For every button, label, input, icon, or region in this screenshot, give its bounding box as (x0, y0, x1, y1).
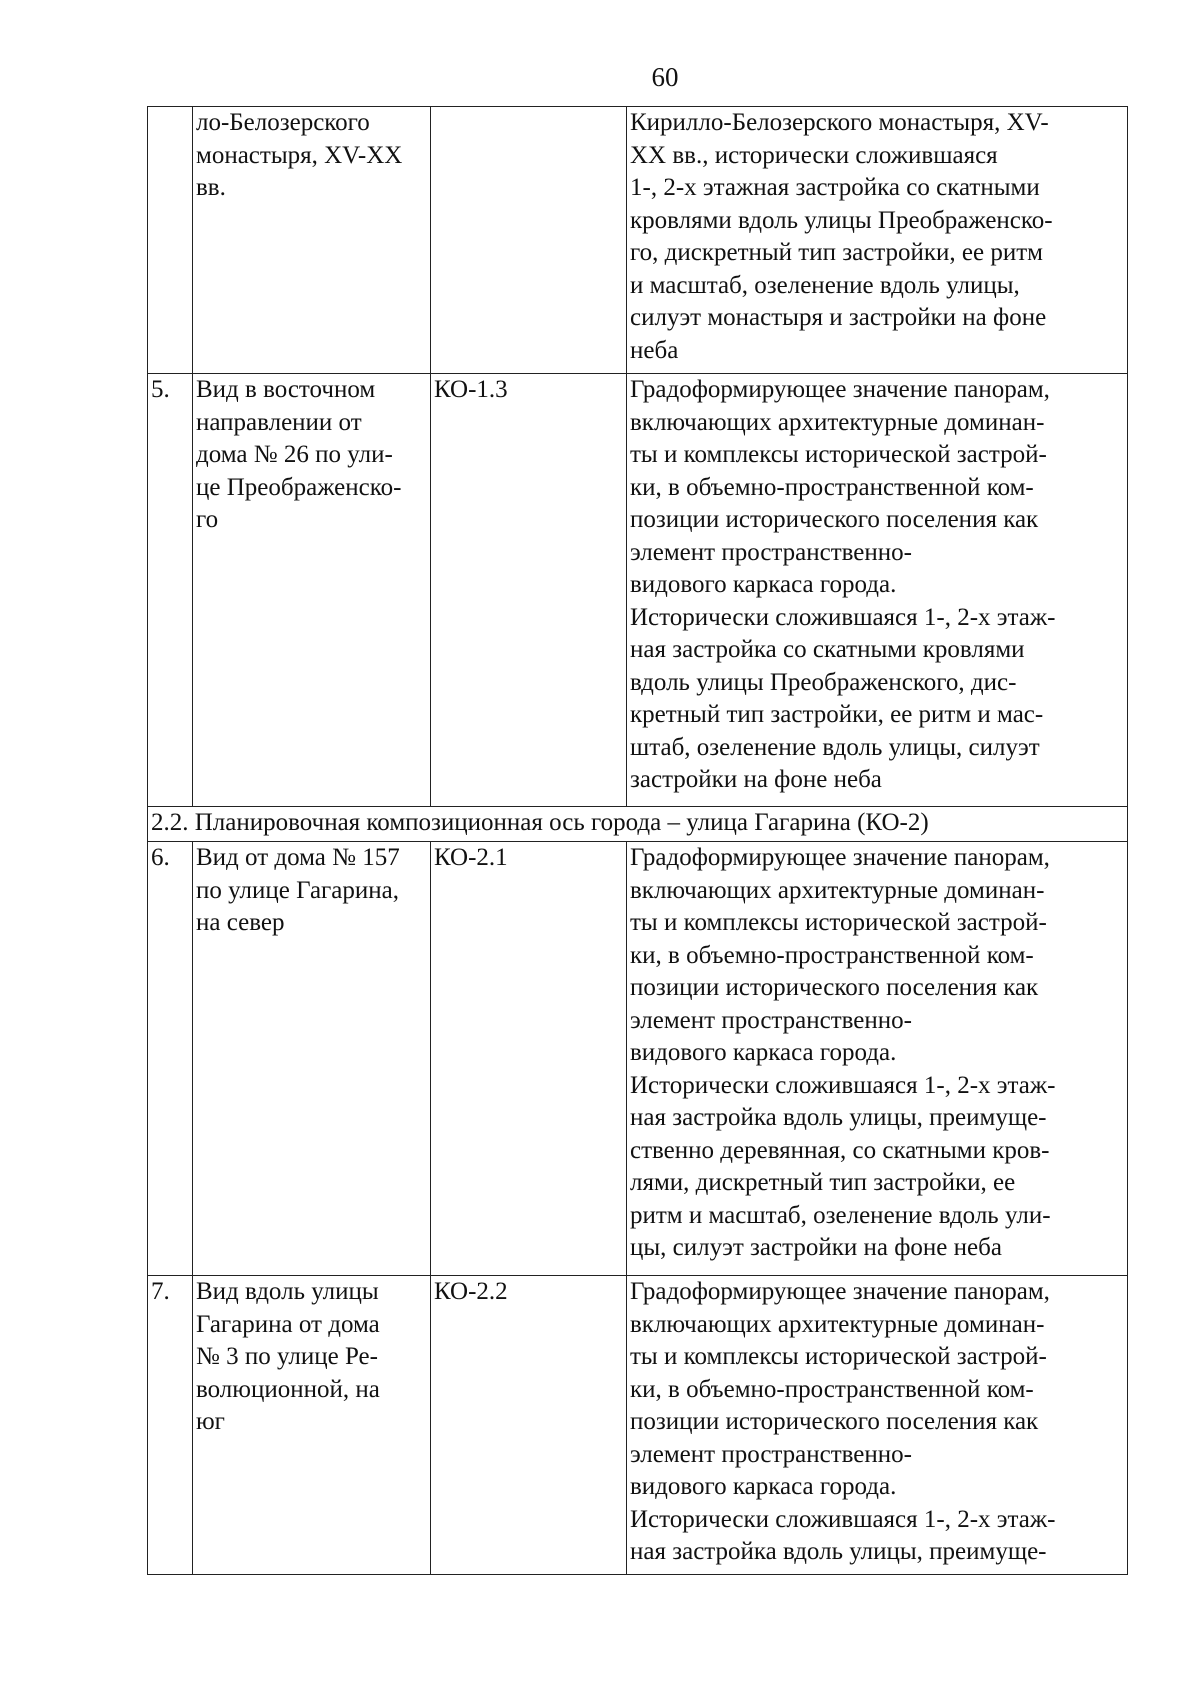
description-cell: Градоформирующее значение панорам, включающих архитектурные доминан- ты и комплексы исторической застрой- ки, в объемно-пространственной ком- позиции исторического поселения как элемент пространственно- видового каркаса города. Исторически сложившаяся 1-, 2-х этаж- ная застройка со скатными кровлями вдоль улицы Преображенского, дис- кретный тип застройки, ее ритм и мас- штаб, озеленение вдоль улицы, силуэт застройки на фоне неба (627, 374, 1128, 807)
row-number-cell: 6. (148, 842, 193, 1276)
section-heading-row (148, 807, 1128, 842)
view-point-cell: Вид в восточном направлении от дома № 26 по ули- це Преображенско- го (193, 374, 431, 807)
table-row (148, 374, 1128, 807)
table-row (148, 1276, 1128, 1575)
description-cell: Градоформирующее значение панорам, включающих архитектурные доминан- ты и комплексы исторической застрой- ки, в объемно-пространственной ком- позиции исторического поселения как элемент пространственно- видового каркаса города. Исторически сложившаяся 1-, 2-х этаж- ная застройка вдоль улицы, преимуще- (627, 1276, 1128, 1575)
object-code-cell: КО-2.2 (431, 1276, 627, 1575)
section-heading: 2.2. Планировочная композиционная ось города – улица Гагарина (КО-2) (148, 807, 1128, 842)
table-row (148, 842, 1128, 1276)
description-cell: Градоформирующее значение панорам, включающих архитектурные доминан- ты и комплексы исторической застрой- ки, в объемно-пространственной ком- позиции исторического поселения как элемент пространственно- видового каркаса города. Исторически сложившаяся 1-, 2-х этаж- ная застройка вдоль улицы, преимуще- ственно деревянная, со скатными кров- лями, дискретный тип застройки, ее ритм и масштаб, озеленение вдоль ули- цы, силуэт застройки на фоне неба (627, 842, 1128, 1276)
row-number-cell (148, 107, 193, 374)
object-code-cell: КО-2.1 (431, 842, 627, 1276)
row-number-cell: 5. (148, 374, 193, 807)
view-point-cell: ло-Белозерского монастыря, XV-XX вв. (193, 107, 431, 374)
description-cell: Кирилло-Белозерского монастыря, XV- XX вв., исторически сложившаяся 1-, 2-х этажная застройка со скатными кровлями вдоль улицы Преображенско- го, дискретный тип застройки, ее ритм и масштаб, озеленение вдоль улицы, силуэт монастыря и застройки на фоне неба (627, 107, 1128, 374)
view-point-cell: Вид от дома № 157 по улице Гагарина, на север (193, 842, 431, 1276)
table-row (148, 107, 1128, 374)
row-number-cell: 7. (148, 1276, 193, 1575)
view-point-cell: Вид вдоль улицы Гагарина от дома № 3 по улице Ре- волюционной, на юг (193, 1276, 431, 1575)
object-code-cell (431, 107, 627, 374)
page-number: 60 (651, 62, 679, 92)
object-code-cell: КО-1.3 (431, 374, 627, 807)
protected-views-table (147, 106, 1128, 1575)
